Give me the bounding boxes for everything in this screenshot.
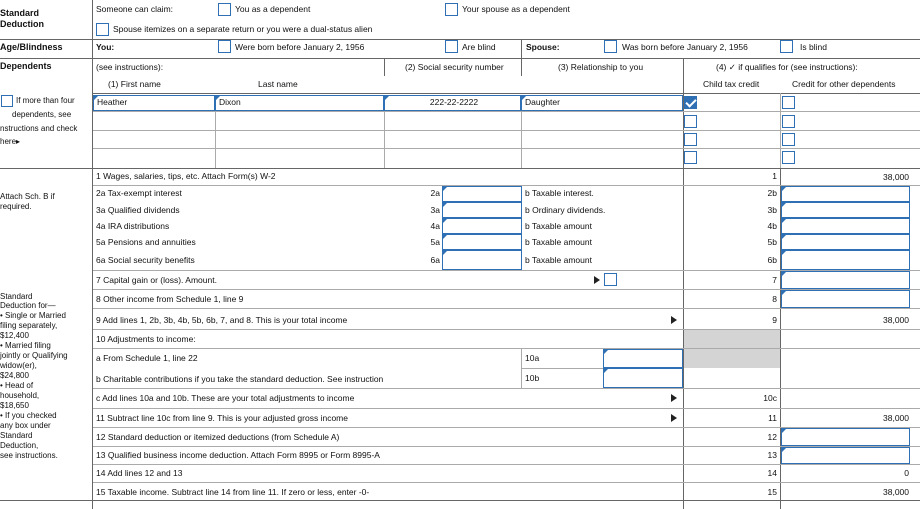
line-10a-number: 10a [525, 353, 540, 363]
line-2a-number: 2a [430, 188, 440, 198]
sidebar-line-11: household, [0, 391, 40, 400]
sidebar-line-10: • Head of [0, 381, 34, 390]
spouse-itemizes-checkbox[interactable] [96, 23, 109, 36]
line-8-input[interactable] [781, 290, 910, 308]
you-blind-label: Are blind [462, 42, 496, 52]
sidebar-line-2: Deduction for— [0, 301, 56, 310]
col-credit-other: Credit for other dependents [792, 79, 896, 89]
line-11-label: 11 Subtract line 10c from line 9. This is your adjusted gross income [96, 413, 348, 423]
line-7-arrow-icon [594, 276, 600, 284]
age-blindness-label: Age/Blindness [0, 42, 63, 52]
line-8-number: 8 [772, 294, 777, 304]
more-dependents-text-2: dependents, see [12, 110, 72, 119]
line-2b-input[interactable] [781, 186, 910, 202]
line-2b-label: b Taxable interest. [525, 188, 594, 198]
col-ssn: (2) Social security number [405, 62, 504, 72]
sidebar-line-13: • If you checked [0, 411, 57, 420]
line-10b-input[interactable] [603, 368, 683, 388]
sidebar-line-16: Deduction, [0, 441, 39, 450]
line-1-amount[interactable]: 38,000 [883, 172, 909, 182]
spouse-itemizes-label: Spouse itemizes on a separate return or you were a dual-status alien [113, 24, 373, 34]
line-5a-input[interactable] [442, 234, 522, 250]
line-9-amount: 38,000 [883, 315, 909, 325]
line-7-number: 7 [772, 275, 777, 285]
line-4b-label: b Taxable amount [525, 221, 592, 231]
dependent-1-relationship[interactable]: Daughter [521, 95, 683, 111]
line-4b-number: 4b [767, 221, 777, 231]
line-6a-label: 6a Social security benefits [96, 255, 195, 265]
someone-can-claim-label: Someone can claim: [96, 4, 174, 14]
dependent-4-child-tax-credit-checkbox[interactable] [684, 151, 697, 164]
sidebar-line-1: Standard [0, 292, 33, 301]
line-2a-label: 2a Tax-exempt interest [96, 188, 182, 198]
dependent-1-first-name[interactable]: Heather [93, 95, 215, 111]
line-10-label: 10 Adjustments to income: [96, 334, 196, 344]
line-10-shaded-area [684, 330, 780, 368]
spouse-born-before-label: Was born before January 2, 1956 [622, 42, 748, 52]
line-5b-input[interactable] [781, 234, 910, 250]
line-10c-label: c Add lines 10a and 10b. These are your total adjustments to income [96, 393, 355, 403]
required-text: required. [0, 202, 32, 211]
line-2a-input[interactable] [442, 186, 522, 202]
you-born-before-label: Were born before January 2, 1956 [235, 42, 365, 52]
line-5a-number: 5a [430, 237, 440, 247]
line-11-number: 11 [768, 413, 777, 423]
line-5b-label: b Taxable amount [525, 237, 592, 247]
line-3b-number: 3b [767, 205, 777, 215]
line-10a-label: a From Schedule 1, line 22 [96, 353, 198, 363]
sidebar-line-6: • Married filing [0, 341, 51, 350]
line-7-label: 7 Capital gain or (loss). Amount. [96, 275, 217, 285]
dependent-1-ssn[interactable]: 222-22-2222 [384, 95, 521, 111]
line-7-checkbox[interactable] [604, 273, 617, 286]
sidebar-line-7: jointly or Qualifying [0, 351, 68, 360]
line-1-label: 1 Wages, salaries, tips, etc. Attach Form(s) W-2 [96, 171, 276, 181]
line-6b-number: 6b [767, 255, 777, 265]
line-10c-arrow-icon [671, 394, 677, 402]
sidebar-line-4: filing separately, [0, 321, 58, 330]
line-4a-input[interactable] [442, 218, 522, 234]
more-dependents-text-4: here▸ [0, 137, 21, 146]
dependent-2-other-credit-checkbox[interactable] [782, 115, 795, 128]
spouse-label: Spouse: [526, 42, 560, 52]
line-12-input[interactable] [781, 428, 910, 446]
line-15-label: 15 Taxable income. Subtract line 14 from line 11. If zero or less, enter -0- [96, 487, 370, 497]
dependents-see-instructions: (see instructions): [96, 62, 164, 72]
line-12-label: 12 Standard deduction or itemized deductions (from Schedule A) [96, 432, 340, 442]
line-14-amount: 0 [904, 468, 909, 478]
standard-deduction-label: Standard Deduction [0, 8, 44, 29]
sidebar-line-3: • Single or Married [0, 311, 66, 320]
you-label: You: [96, 42, 115, 52]
line-3a-label: 3a Qualified dividends [96, 205, 180, 215]
line-9-number: 9 [772, 315, 777, 325]
sidebar-line-9: $24,800 [0, 371, 29, 380]
spouse-blind-checkbox[interactable] [780, 40, 793, 53]
line-6b-label: b Taxable amount [525, 255, 592, 265]
line-11-arrow-icon [671, 414, 677, 422]
line-4a-label: 4a IRA distributions [96, 221, 170, 231]
line-11-amount: 38,000 [883, 413, 909, 423]
dependent-3-other-credit-checkbox[interactable] [782, 133, 795, 146]
line-10b-number: 10b [525, 373, 540, 383]
line-3a-input[interactable] [442, 202, 522, 218]
line-12-number: 12 [767, 432, 777, 442]
dependent-1-other-credit-checkbox[interactable] [782, 96, 795, 109]
spouse-as-dependent-label: Your spouse as a dependent [462, 4, 570, 14]
line-1-number: 1 [772, 171, 777, 181]
dependent-1-child-tax-credit-checkbox[interactable] [684, 96, 697, 109]
sidebar-line-17: see instructions. [0, 451, 58, 460]
dependents-label: Dependents [0, 61, 52, 71]
line-9-label: 9 Add lines 1, 2b, 3b, 4b, 5b, 6b, 7, and 8. This is your total income [96, 315, 348, 325]
more-dependents-checkbox[interactable] [1, 95, 13, 107]
more-dependents-text-3: nstructions and check [0, 124, 78, 133]
line-9-arrow-icon [671, 316, 677, 324]
you-as-dependent-label: You as a dependent [235, 4, 311, 14]
dependent-4-other-credit-checkbox[interactable] [782, 151, 795, 164]
line-13-input[interactable] [781, 447, 910, 464]
line-3a-number: 3a [430, 205, 440, 215]
line-3b-input[interactable] [781, 202, 910, 218]
line-10c-number: 10c [763, 393, 777, 403]
line-14-number: 14 [767, 468, 777, 478]
spouse-born-before-checkbox[interactable] [604, 40, 617, 53]
line-14-label: 14 Add lines 12 and 13 [96, 468, 183, 478]
col-child-tax-credit: Child tax credit [703, 79, 760, 89]
line-2b-number: 2b [767, 188, 777, 198]
line-4b-input[interactable] [781, 218, 910, 234]
line-7-input[interactable] [781, 271, 910, 289]
line-10a-input[interactable] [603, 349, 683, 368]
line-8-label: 8 Other income from Schedule 1, line 9 [96, 294, 244, 304]
sidebar-line-8: widow(er), [0, 361, 37, 370]
dependent-1-last-name[interactable]: Dixon [215, 95, 384, 111]
sidebar-line-15: Standard [0, 431, 33, 440]
col-last-name: Last name [258, 79, 298, 89]
col-first-name: (1) First name [108, 79, 161, 89]
line-5b-number: 5b [767, 237, 777, 247]
dependent-2-child-tax-credit-checkbox[interactable] [684, 115, 697, 128]
line-13-number: 13 [767, 450, 777, 460]
you-born-before-checkbox[interactable] [218, 40, 231, 53]
col-relationship: (3) Relationship to you [558, 62, 644, 72]
line-15-amount: 38,000 [883, 487, 909, 497]
line-4a-number: 4a [430, 221, 440, 231]
line-15-number: 15 [767, 487, 777, 497]
spouse-blind-label: Is blind [800, 42, 827, 52]
line-6b-input[interactable] [781, 250, 910, 270]
line-6a-input[interactable] [442, 250, 522, 270]
sidebar-line-14: any box under [0, 421, 51, 430]
sidebar-line-5: $12,400 [0, 331, 29, 340]
col-qualifies: (4) ✓ if qualifies for (see instructions): [716, 62, 858, 72]
spouse-as-dependent-checkbox[interactable] [445, 3, 458, 16]
you-blind-checkbox[interactable] [445, 40, 458, 53]
line-10b-label: b Charitable contributions if you take the standard deduction. See instruction [96, 374, 384, 384]
dependent-3-child-tax-credit-checkbox[interactable] [684, 133, 697, 146]
line-6a-number: 6a [430, 255, 440, 265]
line-3b-label: b Ordinary dividends. [525, 205, 606, 215]
sidebar-line-12: $18,650 [0, 401, 29, 410]
more-dependents-text-1: If more than four [16, 96, 75, 105]
line-5a-label: 5a Pensions and annuities [96, 237, 196, 247]
you-as-dependent-checkbox[interactable] [218, 3, 231, 16]
line-13-label: 13 Qualified business income deduction. Attach Form 8995 or Form 8995-A [96, 450, 380, 460]
attach-sch-b-text: Attach Sch. B if [0, 192, 55, 201]
